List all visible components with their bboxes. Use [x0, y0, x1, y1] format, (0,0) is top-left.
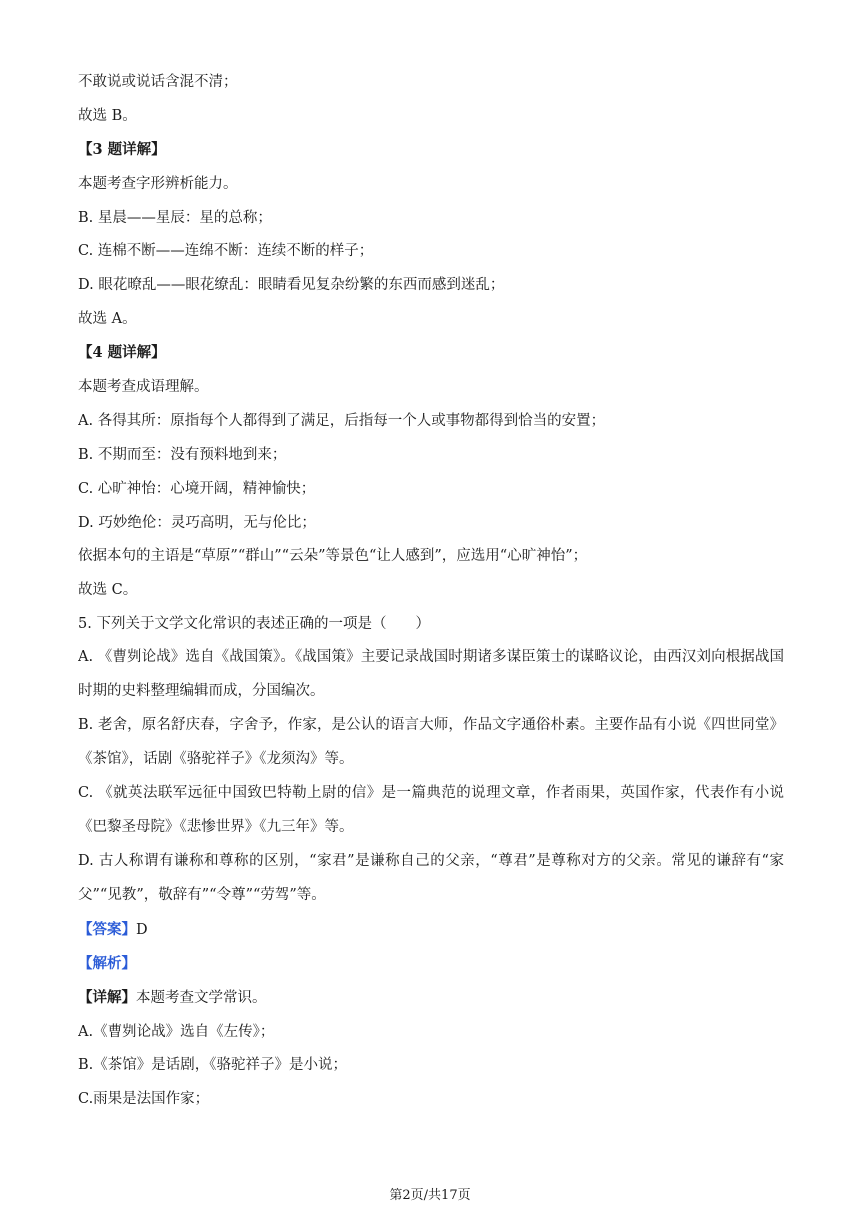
answer-value: D: [136, 921, 148, 938]
text-line: 故选 B。: [78, 107, 137, 124]
question-stem: 5. 下列关于文学文化常识的表述正确的一项是（ ）: [78, 616, 430, 633]
text-line: 本题考查成语理解。: [78, 379, 209, 396]
section-heading: 【4 题详解】: [78, 344, 166, 362]
text-line: C. 心旷神怡：心境开阔，精神愉快；: [78, 480, 316, 497]
detail-label: 【详解】: [78, 988, 136, 1006]
answer-label: 【答案】: [78, 920, 136, 938]
text-line: 故选 A。: [78, 311, 137, 328]
option-a: A. 《曹刿论战》选自《战国策》。《战国策》主要记录战国时期诸多谋臣策士的谋略议论，由西汉刘向根据战国时期的史料整理编辑而成，分国编次。: [78, 649, 784, 700]
text-line: 依据本句的主语是“草原”“群山”“云朵”等景色“让人感到”，应选用“心旷神怡”；: [78, 548, 588, 565]
text-line: D. 巧妙绝伦：灵巧高明，无与伦比；: [78, 514, 316, 531]
text-line: D. 眼花暸乱——眼花缭乱：眼睛看见复杂纷繁的东西而感到迷乱；: [78, 277, 505, 294]
text-line: 不敢说或说话含混不清；: [78, 74, 238, 90]
text-line: B. 星晨——星辰：星的总称；: [78, 209, 272, 226]
page-content: [78, 72, 784, 1123]
analysis-label: 【解析】: [78, 954, 136, 972]
text-line: A. 各得其所：原指每个人都得到了满足，后指每一个人或事物都得到恰当的安置；: [78, 412, 606, 429]
section-heading: 【3 题详解】: [78, 140, 166, 158]
detail-item: B.《茶馆》是话剧，《骆驼祥子》是小说；: [78, 1057, 348, 1074]
text-line: 故选 C。: [78, 582, 138, 599]
detail-item: A.《曹刿论战》选自《左传》；: [78, 1023, 275, 1040]
option-c: C. 《就英法联军远征中国致巴特勒上尉的信》是一篇典范的说理文章，作者雨果，英国作家，代表作有小说《巴黎圣母院》《悲惨世界》《九三年》等。: [78, 785, 784, 835]
text-line: C. 连棉不断——连绵不断：连续不断的样子；: [78, 243, 374, 260]
detail-line: [78, 988, 784, 1008]
detail-item: C.雨果是法国作家；: [78, 1091, 210, 1108]
answer-line: [78, 920, 784, 940]
detail-text: 本题考查文学常识。: [136, 989, 267, 1006]
text-line: 本题考查字形辨析能力。: [78, 175, 238, 192]
page-footer: 第2页/共17页: [389, 1188, 471, 1203]
text-line: B. 不期而至：没有预料地到来；: [78, 446, 287, 463]
option-d: D. 古人称谓有谦称和尊称的区别，“家君”是谦称自己的父亲，“尊君”是尊称对方的父亲。常见的谦辞有“家父”“见教”，敬辞有”“令尊”“劳驾”等。: [78, 853, 784, 903]
option-b: B. 老舍，原名舒庆春，字舍予，作家，是公认的语言大师，作品文字通俗朴素。主要作品有小说《四世同堂》《茶馆》，话剧《骆驼祥子》《龙须沟》等。: [78, 717, 784, 768]
analysis-line: [78, 954, 784, 974]
